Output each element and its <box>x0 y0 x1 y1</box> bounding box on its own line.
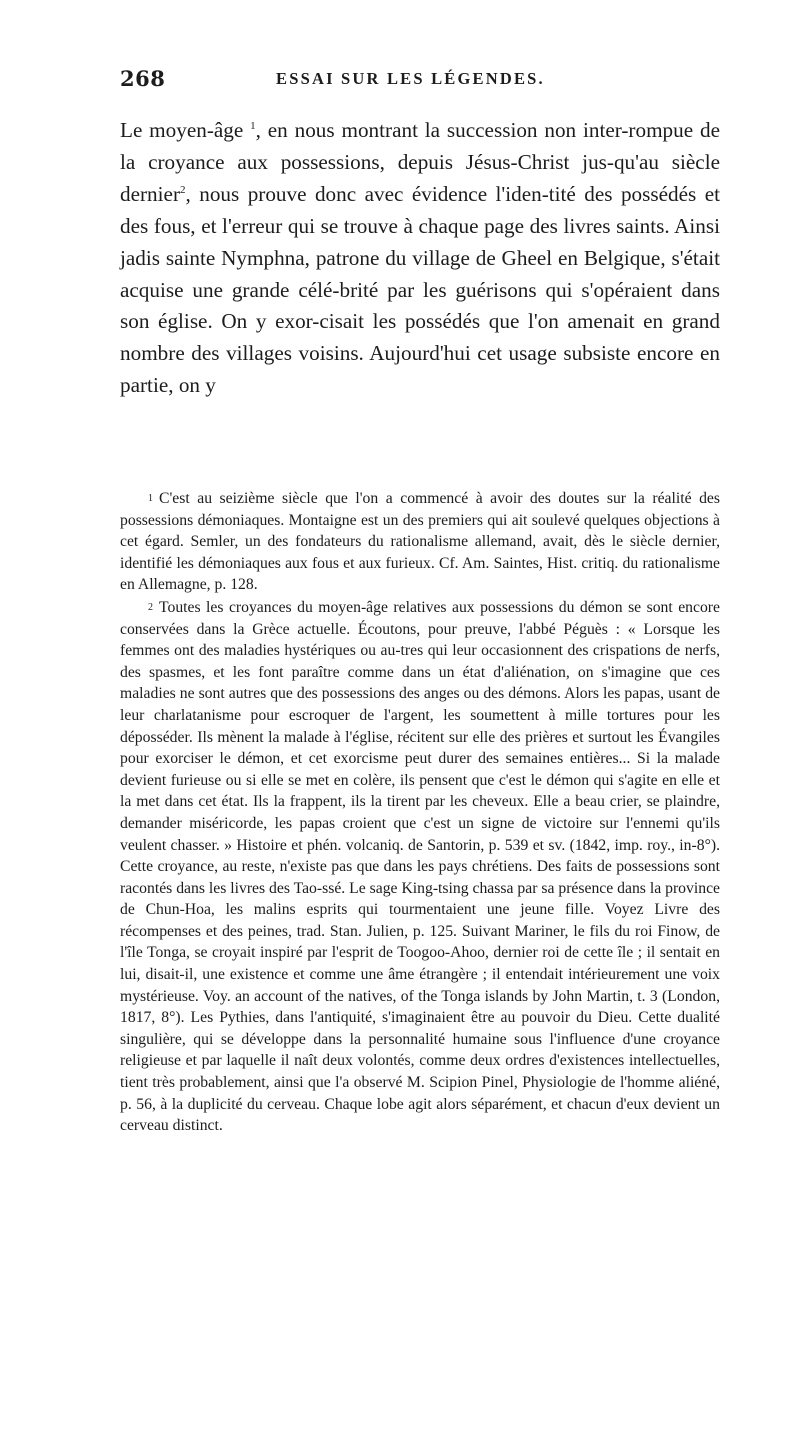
main-text-part-2: , en nous montrant la succession non inter-rompue de la croyance aux possessions, depuis Jésus-Christ jus-qu'au siècle dernier <box>120 118 720 206</box>
main-text-part-1: Le moyen-âge <box>120 118 251 142</box>
page-number: 268 <box>120 66 166 91</box>
footnote-2 <box>120 597 720 1137</box>
footnote-1-mark: 1 <box>148 493 153 504</box>
footnote-2-mark: 2 <box>148 601 153 613</box>
page-header <box>120 66 720 102</box>
footnote-1 <box>120 488 720 596</box>
footnotes <box>120 488 720 1138</box>
footnote-ref-1: 1 <box>250 119 256 132</box>
footnote-1-text: C'est au seizième siècle que l'on a commencé à avoir des doutes sur la réalité des possessions démoniaques. Montaigne est un des premiers qui ait soulevé quelques objections à cet égard. Semler, un des fondateurs du rationalisme allemand, avait, dès le siècle dernier, identifié les démoniaques aux fous et aux furieux. Cf. Am. Saintes, Hist. critiq. du rationalisme en Allemagne, p. 128. <box>120 490 720 594</box>
running-title: ESSAI SUR LES LÉGENDES. <box>276 69 545 88</box>
footnote-ref-2: 2 <box>180 183 186 196</box>
footnote-2-text: Toutes les croyances du moyen-âge relatives aux possessions du démon se sont encore conservées dans la Grèce actuelle. Écoutons, pour preuve, l'abbé Péguès : « Lorsque les femmes ont des maladies hystériques ou au-tres qui leur occasionnent des crispations de nerfs, des spasmes, et les font paraître comme dans un état d'aliénation, on s'imagine que ces maladies ne sont autres que des possessions des anges ou des démons. Alors les papas, usant de leur charlatanisme pour escroquer de l'argent, les soumettent à mille tortures pour les déposséder. Ils mènent la malade à l'église, récitent sur elle des prières et surtout les Évangiles pour exorciser le démon, et cet exorcisme peut durer des semaines entières... Si la malade devient furieuse ou si elle se met en colère, ils pensent que c'est le démon qui s'agite en elle et la met dans cet état. Ils la frappent, ils la tirent par les cheveux. Elle a beau crier, se plaindre, demander miséricorde, les papas croient que c'est un signe de victoire sur l'ennemi qu'ils veulent chasser. » Histoire et phén. volcaniq. de Santorin, p. 539 et sv. (1842, imp. roy., in-8°). Cette croyance, au reste, n'existe pas que dans les pays chrétiens. Des faits de possessions sont racontés dans les livres des Tao-ssé. Le sage King-tsing chassa par sa présence dans la province de Chun-Hoa, les malins esprits qui tourmentaient une jeune fille. Voyez Livre des récompenses et des peines, trad. Stan. Julien, p. 125. Suivant Mariner, le fils du roi Finow, de l'île Tonga, se croyait inspiré par l'esprit de Toogoo-Ahoo, dernier roi de cette île ; il sentait en lui, disait-il, une existence et comme une âme étrangère ; il entendait intérieurement une voix mystérieuse. Voy. an account of the natives, of the Tonga islands by John Martin, t. 3 (London, 1817, 8°). Les Pythies, dans l'antiquité, s'imaginaient être au pouvoir du Dieu. Cette dualité singulière, qui se développe dans la personnalité humaine sous l'influence d'une croyance religieuse et par laquelle il naît deux volontés, comme deux ordres d'existences intellectuelles, tient très probablement, ainsi que l'a observé M. Scipion Pinel, Physiologie de l'homme aliéné, p. 56, à la duplicité du cerveau. Chaque lobe agit alors séparément, et chacun d'eux devient un cerveau distinct. <box>120 598 720 1135</box>
main-text-part-3: , nous prouve donc avec évidence l'iden-tité des possédés et des fous, et l'erreur qui se trouve à chaque page des livres saints. Ainsi jadis sainte Nymphna, patrone du village de Gheel en Belgique, s'était acquise une grande célé-brité par les guérisons qui s'opéraient dans son église. On y exor-cisait les possédés que l'on amenait en grand nombre des villages voisins. Aujourd'hui cet usage subsiste encore en partie, on y <box>120 181 720 398</box>
main-paragraph <box>120 115 720 402</box>
